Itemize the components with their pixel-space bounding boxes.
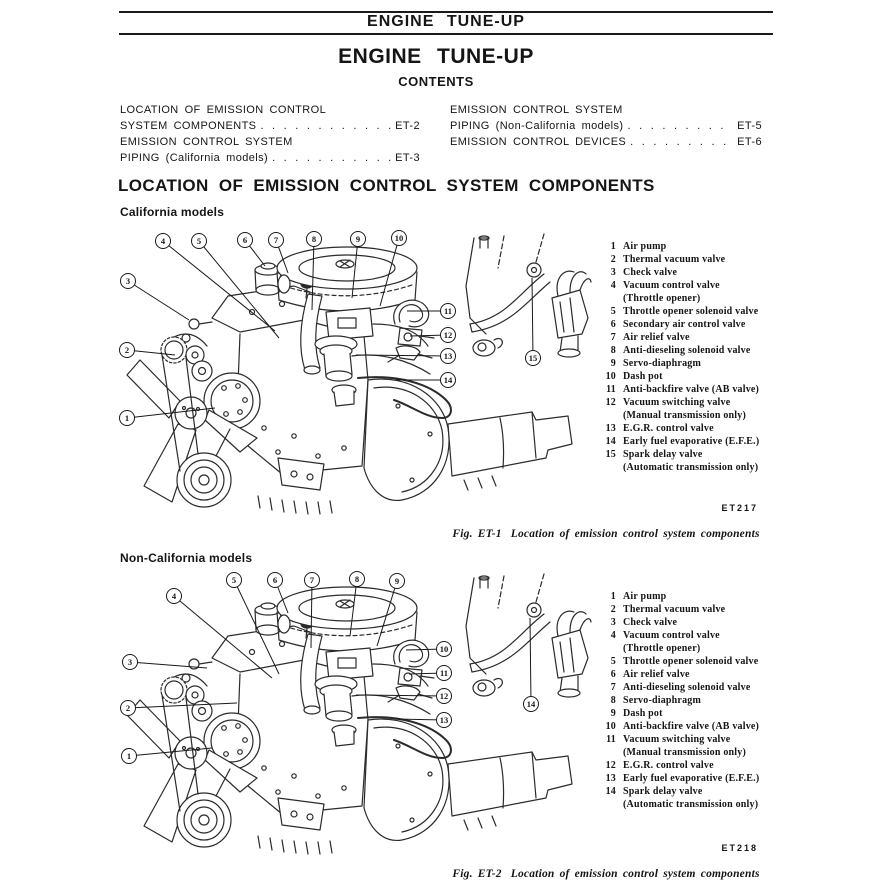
page-title: ENGINE TUNE-UP <box>338 45 534 68</box>
contents-heading: CONTENTS <box>398 74 474 89</box>
legend-item <box>602 435 790 448</box>
legend-item <box>602 655 790 668</box>
legend-item <box>602 785 790 811</box>
legend-item-label: Air pump <box>623 241 667 252</box>
callout-number-10: 10 <box>391 230 407 246</box>
legend-item-number: 8 <box>610 695 616 706</box>
subtitle-california: California models <box>120 205 225 219</box>
toc-entry-text: EMISSION CONTROL DEVICES <box>450 136 627 148</box>
legend-item <box>602 383 790 396</box>
figure-et1-illustration <box>112 228 592 520</box>
callout-number-9: 9 <box>350 231 366 247</box>
legend-item-label: Dash pot <box>623 708 663 719</box>
toc-entry <box>450 134 762 150</box>
callout-leader-lines <box>112 228 592 520</box>
callout-number-11: 11 <box>440 303 456 319</box>
callout-number-2: 2 <box>120 700 136 716</box>
legend-item-label: Anti-backfire valve (AB valve) <box>623 721 760 732</box>
legend-item-number: 8 <box>610 345 616 356</box>
legend-item-label: Throttle opener solenoid valve <box>623 656 759 667</box>
toc-entry-line1: EMISSION CONTROL SYSTEM <box>120 136 293 148</box>
toc-entry-text: SYSTEM COMPONENTS <box>120 120 257 132</box>
toc-page-ref: ET-5 <box>737 120 762 132</box>
legend-item-number: 9 <box>610 708 616 719</box>
legend-item-number: 7 <box>610 682 616 693</box>
callout-number-6: 6 <box>267 572 283 588</box>
legend-item-label: Anti-backfire valve (AB valve) <box>623 384 760 395</box>
legend-item-label: Spark delay valve <box>623 786 703 797</box>
legend-item <box>602 279 790 305</box>
toc-entry-line1: EMISSION CONTROL SYSTEM <box>450 104 623 116</box>
legend-item-number: 2 <box>610 254 616 265</box>
legend-item <box>602 603 790 616</box>
figure-et2-code: ET218 <box>721 843 758 853</box>
legend-item <box>602 629 790 655</box>
figure-et1-code: ET217 <box>721 503 758 513</box>
figure-et2-label: Fig. ET-2 <box>452 868 502 880</box>
legend-item-label: Check valve <box>623 267 678 278</box>
callout-number-10: 10 <box>436 641 452 657</box>
legend-item-number: 11 <box>606 734 616 745</box>
callout-number-1: 1 <box>119 410 135 426</box>
legend-item-number: 13 <box>605 423 616 434</box>
legend-item-number: 1 <box>610 591 616 602</box>
legend-item-label: Spark delay valve <box>623 449 703 460</box>
callout-number-11: 11 <box>436 665 452 681</box>
figure-et2-caption-text: Location of emission control system components <box>510 868 760 880</box>
legend-item <box>602 720 790 733</box>
legend-item-label2: (Throttle opener) <box>623 643 701 654</box>
legend-item-label: Anti-dieseling solenoid valve <box>623 682 751 693</box>
legend-item <box>602 422 790 435</box>
callout-number-8: 8 <box>306 231 322 247</box>
callout-number-3: 3 <box>122 654 138 670</box>
legend-item <box>602 370 790 383</box>
legend-item-number: 4 <box>610 630 616 641</box>
figure-et2-illustration <box>112 568 592 860</box>
legend-item-number: 1 <box>610 241 616 252</box>
dot-leader <box>272 150 391 166</box>
toc-entry-text: PIPING (Non-California models) <box>450 120 624 132</box>
legend-item <box>602 318 790 331</box>
legend-item-label2: (Automatic transmission only) <box>623 799 759 810</box>
legend-item-number: 15 <box>605 449 616 460</box>
figure-et1-legend <box>602 240 790 474</box>
legend-item-label: Thermal vacuum valve <box>623 604 726 615</box>
legend-item <box>602 240 790 253</box>
legend-item-number: 14 <box>605 786 616 797</box>
callout-number-1: 1 <box>121 748 137 764</box>
callout-number-3: 3 <box>120 273 136 289</box>
callout-number-12: 12 <box>436 688 452 704</box>
header-rule-bottom <box>119 33 773 35</box>
legend-item-label: Servo-diaphragm <box>623 695 701 706</box>
legend-item-number: 5 <box>610 306 616 317</box>
legend-item-label: Air pump <box>623 591 667 602</box>
legend-item-label: Air relief valve <box>623 669 690 680</box>
legend-item-number: 10 <box>605 371 616 382</box>
figure-et2-caption <box>420 868 792 880</box>
legend-item <box>602 266 790 279</box>
legend-item-number: 14 <box>605 436 616 447</box>
callout-number-9: 9 <box>389 573 405 589</box>
callout-number-13: 13 <box>440 348 456 364</box>
callout-number-13: 13 <box>436 712 452 728</box>
legend-item-label: Check valve <box>623 617 678 628</box>
legend-item-number: 11 <box>606 384 616 395</box>
running-header-title: ENGINE TUNE-UP <box>367 13 525 30</box>
figure-et1-label: Fig. ET-1 <box>452 528 502 540</box>
legend-item-number: 3 <box>610 617 616 628</box>
legend-item <box>602 668 790 681</box>
dot-leader <box>260 118 391 134</box>
callout-leader-lines <box>112 568 592 860</box>
legend-item <box>602 681 790 694</box>
legend-item <box>602 396 790 422</box>
legend-item-number: 7 <box>610 332 616 343</box>
toc-entry <box>120 134 420 166</box>
legend-item <box>602 331 790 344</box>
callout-number-12: 12 <box>440 327 456 343</box>
subtitle-non-california: Non-California models <box>120 551 253 565</box>
callout-number-4: 4 <box>155 233 171 249</box>
callout-number-15: 15 <box>525 350 541 366</box>
callout-number-7: 7 <box>304 572 320 588</box>
toc-page-ref: ET-2 <box>395 120 420 132</box>
callout-number-5: 5 <box>226 572 242 588</box>
callout-number-7: 7 <box>268 232 284 248</box>
legend-item-label: Secondary air control valve <box>623 319 746 330</box>
toc-entry <box>120 102 420 134</box>
legend-item-number: 6 <box>610 669 616 680</box>
legend-item-label: Throttle opener solenoid valve <box>623 306 759 317</box>
legend-item <box>602 344 790 357</box>
figure-et2-legend <box>602 590 790 811</box>
legend-item <box>602 707 790 720</box>
callout-number-14: 14 <box>523 696 539 712</box>
legend-item-label: Vacuum switching valve <box>623 734 731 745</box>
legend-item-label2: (Automatic transmission only) <box>623 462 759 473</box>
figure-et1-caption <box>420 528 792 540</box>
toc-page-ref: ET-6 <box>737 136 762 148</box>
legend-item-number: 9 <box>610 358 616 369</box>
toc-entry-text: PIPING (California models) <box>120 152 269 164</box>
legend-item-label: Vacuum control valve <box>623 630 720 641</box>
legend-item <box>602 590 790 603</box>
legend-item-label2: (Manual transmission only) <box>623 410 746 421</box>
callout-number-4: 4 <box>166 588 182 604</box>
legend-item-number: 12 <box>605 397 616 408</box>
legend-item <box>602 253 790 266</box>
legend-item-label: Thermal vacuum valve <box>623 254 726 265</box>
callout-number-8: 8 <box>349 571 365 587</box>
legend-item-number: 4 <box>610 280 616 291</box>
callout-number-6: 6 <box>237 232 253 248</box>
legend-item-label: Vacuum control valve <box>623 280 720 291</box>
legend-item-label: Dash pot <box>623 371 663 382</box>
legend-item <box>602 357 790 370</box>
legend-item-label: Air relief valve <box>623 332 690 343</box>
legend-item-label: Vacuum switching valve <box>623 397 731 408</box>
legend-item-label: Anti-dieseling solenoid valve <box>623 345 751 356</box>
legend-item <box>602 694 790 707</box>
dot-leader <box>628 118 734 134</box>
toc-column-left <box>120 102 420 166</box>
legend-item-number: 6 <box>610 319 616 330</box>
legend-item <box>602 305 790 318</box>
legend-item-number: 12 <box>605 760 616 771</box>
legend-item <box>602 733 790 759</box>
legend-item <box>602 759 790 772</box>
legend-item-number: 10 <box>605 721 616 732</box>
callout-number-2: 2 <box>119 342 135 358</box>
figure-et1-caption-text: Location of emission control system components <box>510 528 760 540</box>
dot-leader <box>630 134 733 150</box>
toc-page-ref: ET-3 <box>395 152 420 164</box>
legend-item-number: 2 <box>610 604 616 615</box>
legend-item-number: 3 <box>610 267 616 278</box>
legend-item <box>602 448 790 474</box>
table-of-contents <box>120 102 772 166</box>
legend-item-number: 5 <box>610 656 616 667</box>
callout-number-14: 14 <box>440 372 456 388</box>
legend-item-label: E.G.R. control valve <box>623 760 714 771</box>
legend-item-label: Early fuel evaporative (E.F.E.) <box>623 773 760 784</box>
section-heading: LOCATION OF EMISSION CONTROL SYSTEM COMPONENTS <box>118 176 655 195</box>
callout-number-5: 5 <box>191 233 207 249</box>
legend-item-number: 13 <box>605 773 616 784</box>
legend-item <box>602 772 790 785</box>
legend-item-label: Early fuel evaporative (E.F.E.) <box>623 436 760 447</box>
toc-entry <box>450 102 762 134</box>
legend-item-label2: (Throttle opener) <box>623 293 701 304</box>
toc-entry-line1: LOCATION OF EMISSION CONTROL <box>120 104 327 116</box>
legend-item-label: Servo-diaphragm <box>623 358 701 369</box>
legend-item <box>602 616 790 629</box>
legend-item-label2: (Manual transmission only) <box>623 747 746 758</box>
legend-item-label: E.G.R. control valve <box>623 423 714 434</box>
toc-column-right <box>450 102 762 166</box>
